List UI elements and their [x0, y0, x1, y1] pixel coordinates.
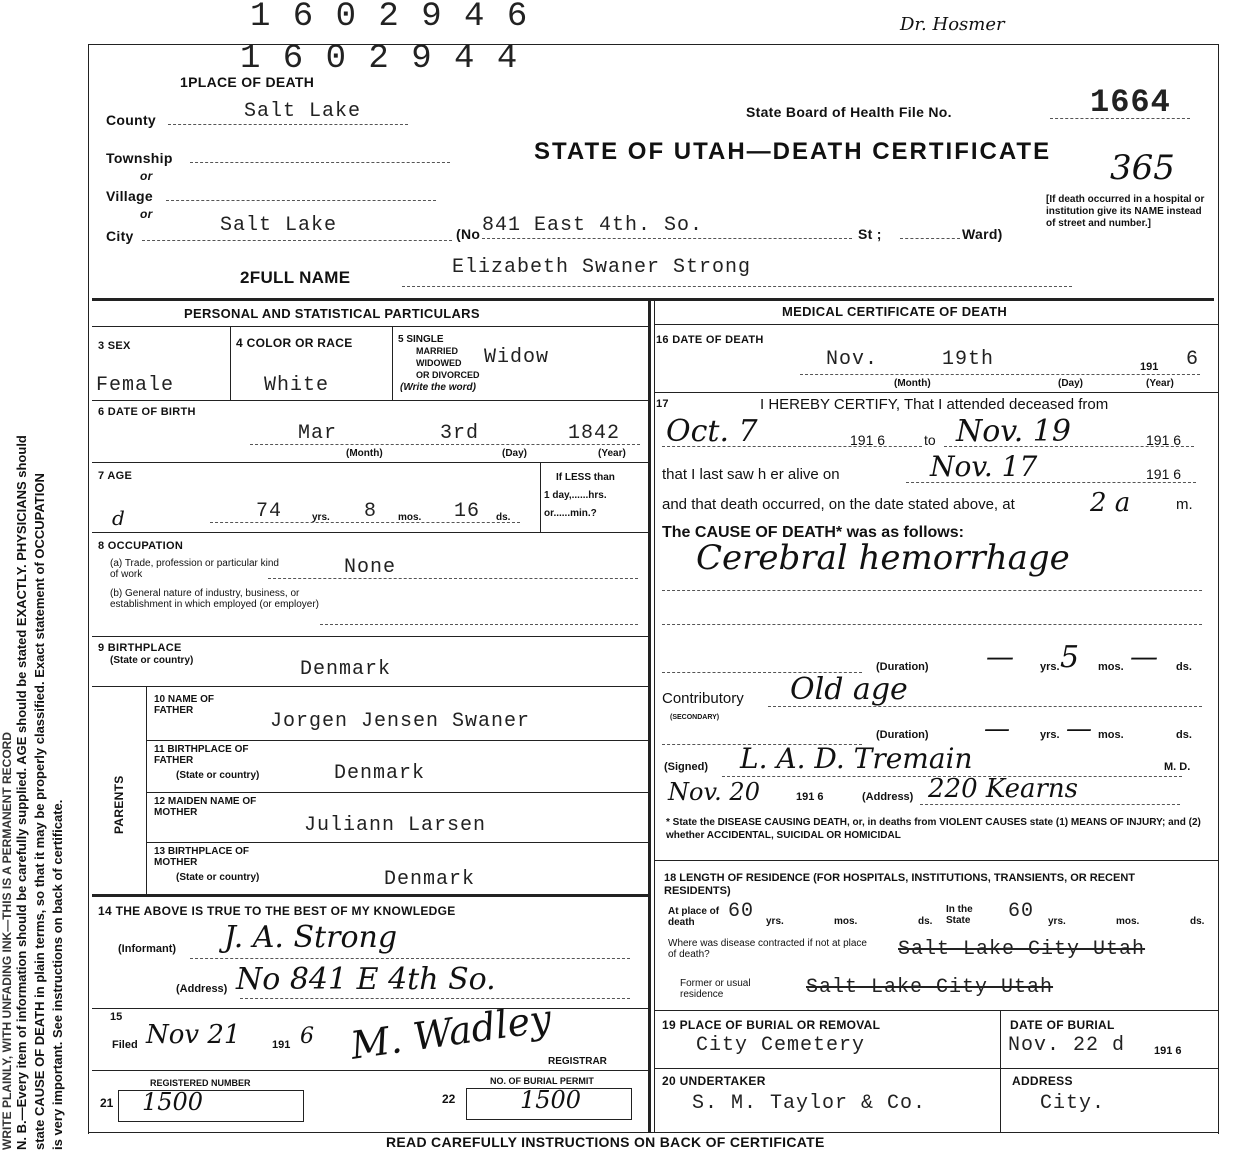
row13-rule — [92, 894, 648, 897]
institution-note: [If death occurred in a hospital or institution give its NAME instead of street and number.] — [1046, 194, 1205, 229]
full-name-value: Elizabeth Swaner Strong — [452, 256, 752, 279]
sex-divider — [230, 326, 231, 400]
contributory-line — [768, 706, 1202, 707]
occupation-b: (b) General nature of industry, business, or establishment in which employed (or employer) — [110, 588, 319, 610]
file-number-label: State Board of Health File No. — [746, 104, 952, 120]
side-note-line2: state CAUSE OF DEATH in plain terms, so that it may be properly classified. Exact statement of OCCUPATION — [32, 473, 47, 1150]
age-yrs-caption: yrs. — [312, 512, 330, 523]
duration2-yrs: — — [984, 714, 1010, 744]
at-place-value: 60 — [728, 900, 755, 923]
at-place-yrs: yrs. — [766, 916, 784, 927]
burial-place-label: 19 PLACE OF BURIAL OR REMOVAL — [662, 1018, 881, 1032]
handwritten-top-right: Dr. Hosmer — [900, 14, 1005, 35]
in-state-ds: ds. — [1190, 916, 1205, 927]
row6-rule — [92, 462, 648, 463]
attended-to: Nov. 19 — [956, 414, 1071, 449]
death-month: Nov. — [826, 348, 879, 371]
village-line — [166, 200, 436, 201]
side-note-line3: is very important. See instructions on back of certificate. — [50, 799, 65, 1150]
form-border-bottom — [88, 1132, 1218, 1133]
less-than-3: or......min.? — [544, 508, 597, 519]
in-state-value: 60 — [1008, 900, 1035, 923]
undertaker-label: 20 UNDERTAKER — [662, 1074, 766, 1088]
registered-number-label: REGISTERED NUMBER — [150, 1078, 251, 1088]
attended-from: Oct. 7 — [666, 414, 758, 449]
form-border-top — [88, 44, 1218, 45]
to-label: to — [924, 432, 936, 448]
mother-name-value: Juliann Larsen — [304, 814, 487, 837]
street-value: 841 East 4th. So. — [482, 214, 704, 237]
filed-label: Filed — [112, 1039, 138, 1051]
less-than-2: 1 day,......hrs. — [544, 490, 607, 501]
full-name-label: 2FULL NAME — [240, 268, 351, 287]
full-name-line — [402, 286, 1072, 287]
dob-label: 6 DATE OF BIRTH — [98, 406, 196, 418]
duration2-mos: — — [1066, 714, 1092, 744]
signed-date: Nov. 20 — [668, 778, 760, 806]
registered-number-value: 1500 — [142, 1088, 204, 1116]
sex-value: Female — [96, 374, 175, 397]
age-mos-caption: mos. — [398, 512, 422, 523]
parents-label: PARENTS — [112, 775, 126, 834]
row12-rule — [146, 842, 648, 843]
row9-rule — [92, 686, 648, 687]
signed-address-line — [920, 804, 1180, 805]
item-15: 15 — [110, 1011, 123, 1023]
date-of-death-label: 16 DATE OF DEATH — [656, 334, 764, 346]
county-value: Salt Lake — [244, 100, 362, 123]
color-value: White — [264, 374, 330, 397]
med-row17-rule — [654, 860, 1218, 861]
father-birthplace-value: Denmark — [334, 762, 426, 785]
section-top-rule — [92, 298, 1214, 301]
in-state-yrs: yrs. — [1048, 916, 1066, 927]
sex-label: 3 SEX — [98, 340, 131, 352]
dob-day-caption: (Day) — [502, 448, 528, 459]
duration-label: (Duration) — [876, 661, 929, 673]
item-22: 22 — [442, 1092, 456, 1106]
duration-ds-label: ds. — [1176, 661, 1192, 673]
mother-birthplace-value: Denmark — [384, 868, 476, 891]
med-row19-rule — [654, 1068, 1218, 1069]
duration-ds: — — [1130, 640, 1158, 673]
side-note-line1: N. B.—Every item of information should be carefully supplied. AGE should be stated EXACTLY. PHYSICIANS should — [14, 435, 29, 1150]
occupation-a-line — [268, 578, 638, 579]
signed-label: (Signed) — [664, 761, 708, 773]
duration-mos: 5 — [1060, 640, 1080, 675]
medical-section-title: MEDICAL CERTIFICATE OF DEATH — [782, 304, 1008, 319]
knowledge-label: 14 THE ABOVE IS TRUE TO THE BEST OF MY KNOWLEDGE — [98, 904, 456, 918]
row8-rule — [92, 636, 648, 637]
marital-value: Widow — [484, 346, 550, 369]
place-of-death-label: 1PLACE OF DEATH — [180, 74, 315, 90]
former-residence-label: Former or usual residence — [680, 978, 751, 1000]
death-year-prefix: 191 — [1140, 361, 1159, 373]
street-number-label: (No — [456, 226, 481, 242]
dob-month: Mar — [298, 422, 338, 445]
parents-divider — [146, 686, 147, 894]
age-line — [210, 522, 520, 523]
mother-birthplace-label: 13 BIRTHPLACE OF MOTHER — [154, 846, 250, 868]
dob-day: 3rd — [440, 422, 480, 445]
cause-line-1 — [662, 590, 1202, 591]
father-birthplace-label: 11 BIRTHPLACE OF FATHER — [154, 744, 249, 766]
personal-title-rule — [92, 326, 648, 327]
address-label: (Address) — [176, 983, 228, 995]
occupation-value: None — [344, 556, 397, 579]
village-label: Village — [106, 188, 153, 204]
form-border-right — [1218, 44, 1219, 1134]
less-than-1: If LESS than — [556, 472, 615, 483]
city-label: City — [106, 228, 134, 244]
county-line — [168, 124, 408, 125]
side-note-line4: WRITE PLAINLY, WITH UNFADING INK—THIS IS A PERMANENT RECORD — [0, 731, 14, 1150]
marital-label-1: 5 SINGLE — [398, 334, 444, 345]
stamp-number-2: 1 6 0 2 9 4 4 — [240, 40, 519, 78]
disease-contracted-label: Where was disease contracted if not at place of death? — [668, 938, 867, 960]
last-saw-date: Nov. 17 — [930, 450, 1038, 483]
contributory-label: Contributory — [662, 690, 744, 707]
occupation-label: 8 OCCUPATION — [98, 540, 184, 552]
dob-month-caption: (Month) — [346, 448, 383, 459]
township-line — [190, 162, 450, 163]
burial-date-value: Nov. 22 d — [1008, 1034, 1126, 1057]
form-border-left — [88, 44, 89, 1134]
city-value: Salt Lake — [220, 214, 338, 237]
at-place-mos: mos. — [834, 916, 858, 927]
certify-text: I HEREBY CERTIFY, That I attended deceased from — [760, 396, 1109, 413]
or-2: or — [140, 207, 153, 221]
age-months: 8 — [364, 500, 378, 523]
in-state-mos: mos. — [1116, 916, 1140, 927]
undertaker-address-value: City. — [1040, 1092, 1106, 1115]
county-label: County — [106, 112, 157, 128]
street-line — [482, 238, 852, 239]
file-number-value: 1664 — [1090, 84, 1171, 121]
color-divider — [392, 326, 393, 400]
row15-rule — [92, 1070, 648, 1071]
death-year-caption: (Year) — [1146, 378, 1174, 389]
row7-rule — [92, 532, 648, 533]
birthplace-sub: (State or country) — [110, 655, 194, 666]
dob-year-caption: (Year) — [598, 448, 626, 459]
medical-title-rule — [654, 324, 1218, 325]
death-time: 2 a — [1090, 488, 1131, 518]
burial-permit-label: NO. OF BURIAL PERMIT — [490, 1076, 594, 1086]
burial-date-label: DATE OF BURIAL — [1010, 1018, 1115, 1032]
signed-address-value: 220 Kearns — [928, 774, 1079, 804]
death-month-caption: (Month) — [894, 378, 931, 389]
duration2-label: (Duration) — [876, 729, 929, 741]
last-saw-line — [906, 482, 1196, 483]
death-date-line — [800, 374, 1200, 375]
age-days: 16 — [454, 500, 481, 523]
med-row16-rule — [654, 392, 1218, 393]
township-label: Township — [106, 150, 173, 166]
contributory-value: Old age — [790, 672, 908, 707]
residence-label: 18 LENGTH OF RESIDENCE (FOR HOSPITALS, INSTITUTIONS, TRANSIENTS, OR RECENT RESIDENTS) — [664, 872, 1135, 897]
signed-value: L. A. D. Tremain — [740, 742, 973, 775]
attended-to-year: 191 6 — [1146, 432, 1182, 448]
death-occurred-text: and that death occurred, on the date stated above, at — [662, 496, 1015, 513]
undertaker-value: S. M. Taylor & Co. — [692, 1092, 927, 1115]
section-middle-rule — [648, 298, 651, 1132]
sequence-number: 365 — [1110, 148, 1175, 188]
burial-place-value: City Cemetery — [696, 1034, 866, 1057]
burial-divider — [1000, 1010, 1001, 1132]
father-name-value: Jorgen Jensen Swaner — [270, 710, 531, 733]
ward-line — [900, 238, 960, 239]
informant-line — [190, 958, 630, 959]
marital-label-4: OR DIVORCED — [416, 370, 480, 380]
signed-year: 191 6 — [796, 791, 824, 803]
color-label: 4 COLOR OR RACE — [236, 336, 353, 350]
in-state-label: In the State — [946, 904, 973, 926]
item-21: 21 — [100, 1096, 114, 1110]
personal-section-title: PERSONAL AND STATISTICAL PARTICULARS — [184, 306, 480, 321]
informant-label: (Informant) — [118, 943, 177, 955]
death-day-caption: (Day) — [1058, 378, 1084, 389]
city-line — [142, 240, 452, 241]
duration2-yrs-label: yrs. — [1040, 729, 1060, 741]
informant-value: J. A. Strong — [224, 920, 398, 955]
address-value: No 841 E 4th So. — [236, 962, 496, 997]
cause-label: The CAUSE OF DEATH* was as follows: — [662, 524, 964, 541]
at-place-label: At place of death — [668, 906, 720, 928]
former-residence-value: Salt Lake City Utah — [806, 976, 1054, 999]
attended-from-year: 191 6 — [850, 432, 886, 448]
certificate-title: STATE OF UTAH—DEATH CERTIFICATE — [534, 138, 1052, 165]
row3-rule — [92, 400, 648, 401]
cause-value: Cerebral hemorrhage — [696, 538, 1070, 578]
m-label: m. — [1176, 496, 1193, 513]
dob-line — [250, 444, 640, 445]
duration2-mos-label: mos. — [1098, 729, 1124, 741]
md-label: M. D. — [1164, 761, 1191, 773]
instructions-footer: READ CAREFULLY INSTRUCTIONS ON BACK OF CERTIFICATE — [386, 1134, 825, 1150]
duration-yrs-label: yrs. — [1040, 661, 1060, 673]
marital-label-3: WIDOWED — [416, 358, 462, 368]
row14-rule — [92, 1008, 648, 1009]
death-day: 19th — [942, 348, 995, 371]
mother-name-label: 12 MAIDEN NAME OF MOTHER — [154, 796, 257, 818]
signed-address-label: (Address) — [862, 791, 914, 803]
burial-year: 191 6 — [1154, 1045, 1182, 1057]
duration-mos-label: mos. — [1098, 661, 1124, 673]
cause-line-2 — [662, 624, 1202, 625]
med-row18-rule — [654, 1010, 1218, 1011]
age-ds-caption: ds. — [496, 512, 511, 523]
father-name-label: 10 NAME OF FATHER — [154, 694, 215, 716]
stamp-number-1: 1 6 0 2 9 4 6 — [250, 0, 529, 36]
dob-year: 1842 — [568, 422, 621, 445]
filed-year-suffix: 6 — [300, 1024, 314, 1049]
birthplace-label: 9 BIRTHPLACE — [98, 642, 182, 654]
filed-year-prefix: 191 — [272, 1039, 291, 1051]
ward-label: Ward) — [962, 226, 1003, 242]
secondary-label: (SECONDARY) — [670, 714, 720, 721]
birthplace-value: Denmark — [300, 658, 392, 681]
age-label: 7 AGE — [98, 470, 133, 482]
age-divider — [540, 462, 541, 532]
registrar-signature: M. Wadley — [347, 996, 555, 1068]
row10-rule — [146, 740, 648, 741]
last-saw-year: 191 6 — [1146, 466, 1182, 482]
or-1: or — [140, 169, 153, 183]
mother-birthplace-sub: (State or country) — [176, 872, 260, 883]
age-mark: d — [112, 506, 125, 530]
item-17: 17 — [656, 398, 669, 410]
occupation-a: (a) Trade, profession or particular kind of work — [110, 558, 279, 580]
disease-contracted-value: Salt Lake City Utah — [898, 938, 1146, 961]
last-saw-text: that I last saw h er alive on — [662, 466, 840, 483]
undertaker-address-label: ADDRESS — [1012, 1074, 1073, 1088]
filed-value: Nov 21 — [146, 1020, 241, 1050]
occupation-b-line — [320, 624, 638, 625]
burial-permit-value: 1500 — [520, 1086, 582, 1114]
death-year-suffix: 6 — [1186, 348, 1200, 371]
duration-yrs: — — [986, 640, 1014, 673]
marital-label-5: (Write the word) — [400, 382, 476, 393]
at-place-ds: ds. — [918, 916, 933, 927]
footnote: * State the DISEASE CAUSING DEATH, or, in deaths from VIOLENT CAUSES state (1) MEANS OF INJURY; and (2) whether ACCIDENTAL, SUICIDAL OR HOMICIDAL — [666, 817, 1201, 841]
section-middle-rule-2 — [654, 298, 655, 1132]
duration2-ds-label: ds. — [1176, 729, 1192, 741]
st-label: St ; — [858, 226, 882, 242]
age-years: 74 — [256, 500, 283, 523]
row11-rule — [146, 792, 648, 793]
registrar-label: REGISTRAR — [548, 1056, 607, 1067]
address-line — [240, 998, 630, 999]
father-birthplace-sub: (State or country) — [176, 770, 260, 781]
marital-label-2: MARRIED — [416, 346, 458, 356]
